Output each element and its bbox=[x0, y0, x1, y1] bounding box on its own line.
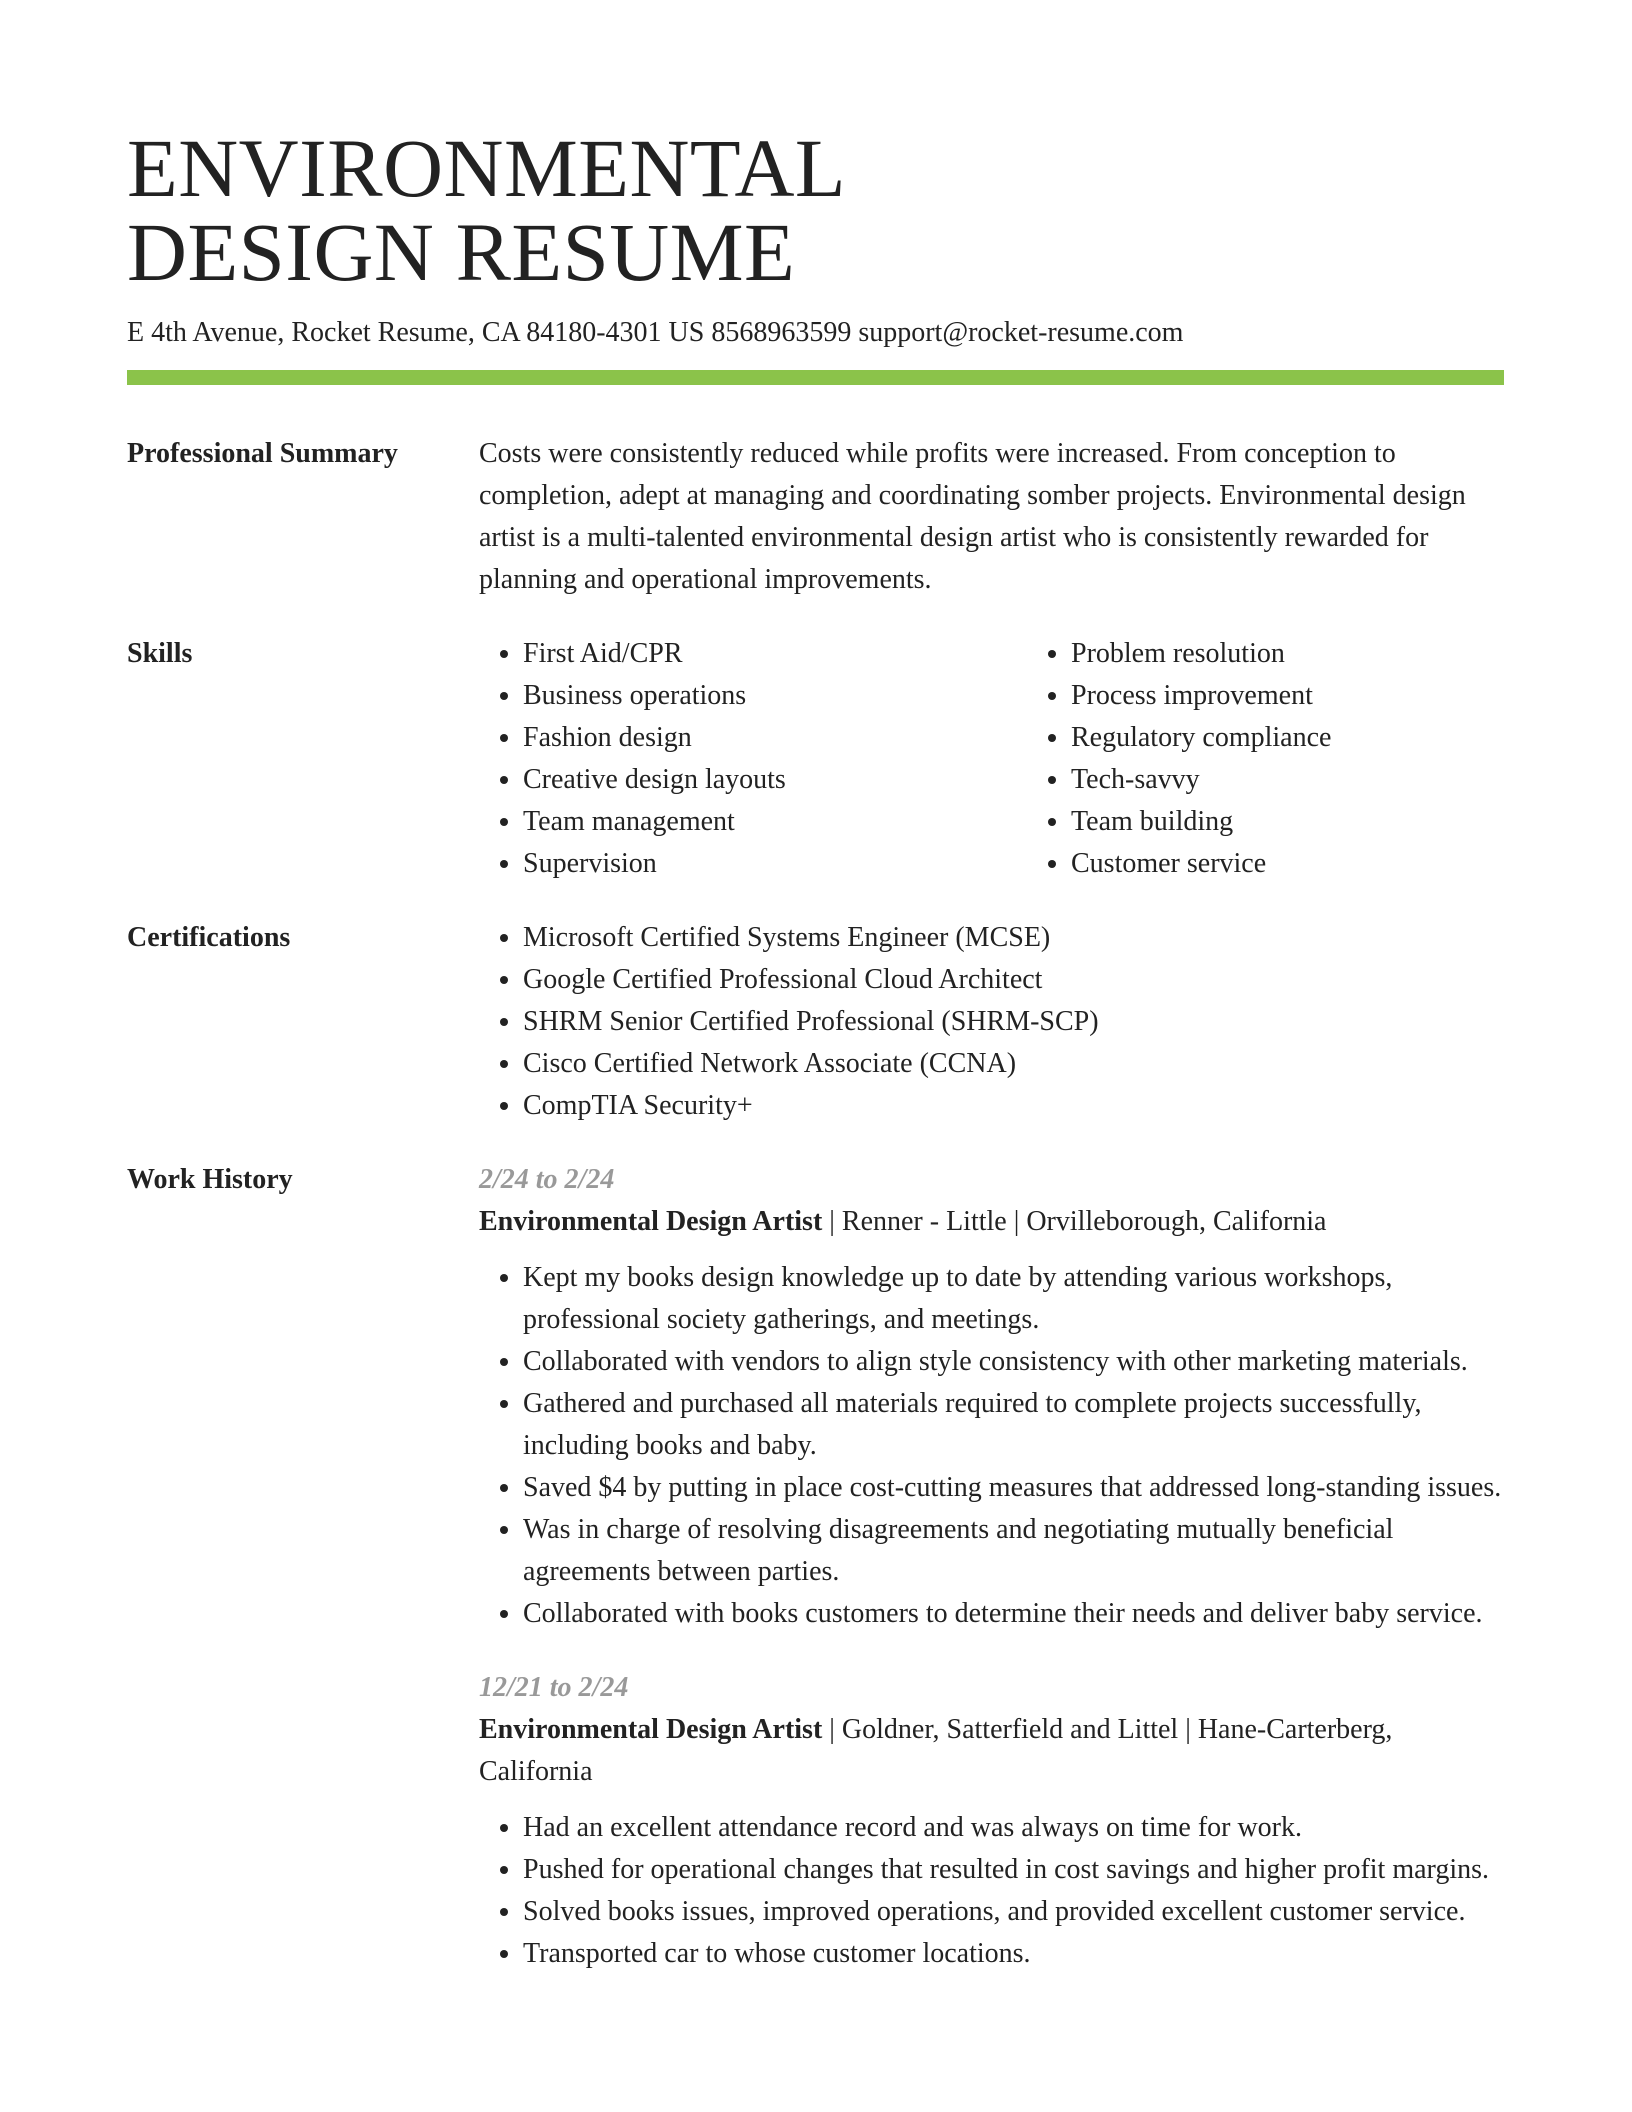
certification-item: • Microsoft Certified Systems Engineer (MCSE) bbox=[523, 917, 1504, 959]
certification-item: • Cisco Certified Network Associate (CCNA) bbox=[523, 1043, 1504, 1085]
skills-list-right bbox=[1027, 633, 1575, 885]
summary-section bbox=[127, 433, 1504, 601]
skill-item: • Customer service bbox=[1071, 843, 1575, 885]
job-entry bbox=[479, 1667, 1504, 1975]
certifications-heading: Certifications bbox=[127, 922, 291, 953]
skill-item: • Creative design layouts bbox=[523, 759, 1027, 801]
job-bullet: • Gathered and purchased all materials required to complete projects successfully, including books and baby. bbox=[523, 1383, 1504, 1467]
skills-list-left bbox=[479, 633, 1027, 885]
certification-item: • Google Certified Professional Cloud Architect bbox=[523, 959, 1504, 1001]
skill-item: • Team management bbox=[523, 801, 1027, 843]
job-employer-location: | Renner - Little | Orvilleborough, California bbox=[822, 1206, 1327, 1237]
skill-item: • Fashion design bbox=[523, 717, 1027, 759]
job-dates: 12/21 to 2/24 bbox=[479, 1672, 629, 1703]
skills-heading: Skills bbox=[127, 638, 193, 669]
skill-item: • Team building bbox=[1071, 801, 1575, 843]
title-line-1: ENVIRONMENTAL bbox=[127, 122, 847, 214]
certifications-section bbox=[127, 917, 1504, 1127]
summary-text: Costs were consistently reduced while profits were increased. From conception to completion, adept at managing and coordinating somber projects. Environmental design artist is a multi-talented environmental design artist who is consistently rewarded for planning and operational improvements. bbox=[479, 438, 1466, 595]
skill-item: • Regulatory compliance bbox=[1071, 717, 1575, 759]
job-bullet: • Kept my books design knowledge up to date by attending various workshops, professional society gatherings, and meetings. bbox=[523, 1257, 1504, 1341]
certification-item: • SHRM Senior Certified Professional (SHRM-SCP) bbox=[523, 1001, 1504, 1043]
skill-item: • Supervision bbox=[523, 843, 1027, 885]
contact-line: E 4th Avenue, Rocket Resume, CA 84180-4301 US 8568963599 support@rocket-resume.com bbox=[127, 317, 1184, 348]
skill-item: • Business operations bbox=[523, 675, 1027, 717]
accent-divider bbox=[127, 370, 1504, 385]
title-line-2: DESIGN RESUME bbox=[127, 206, 796, 298]
job-bullet: • Had an excellent attendance record and was always on time for work. bbox=[523, 1807, 1504, 1849]
job-bullet: • Was in charge of resolving disagreements and negotiating mutually beneficial agreements between parties. bbox=[523, 1509, 1504, 1593]
resume-page bbox=[127, 0, 1504, 1975]
work-history-section bbox=[127, 1159, 1504, 1975]
job-bullets bbox=[479, 1807, 1504, 1975]
job-bullet: • Transported car to whose customer locations. bbox=[523, 1933, 1504, 1975]
skills-section bbox=[127, 633, 1504, 885]
job-title: Environmental Design Artist bbox=[479, 1206, 823, 1237]
job-bullet: • Collaborated with vendors to align style consistency with other marketing materials. bbox=[523, 1341, 1504, 1383]
resume-title bbox=[127, 0, 1504, 298]
job-bullet: • Saved $4 by putting in place cost-cutting measures that addressed long-standing issues. bbox=[523, 1467, 1504, 1509]
summary-heading: Professional Summary bbox=[127, 438, 398, 469]
job-bullets bbox=[479, 1257, 1504, 1635]
work-history-heading: Work History bbox=[127, 1164, 293, 1195]
job-entry bbox=[479, 1159, 1504, 1635]
job-bullet: • Solved books issues, improved operations, and provided excellent customer service. bbox=[523, 1891, 1504, 1933]
skill-item: • Tech-savvy bbox=[1071, 759, 1575, 801]
job-title: Environmental Design Artist bbox=[479, 1714, 823, 1745]
skill-item: • Problem resolution bbox=[1071, 633, 1575, 675]
job-bullet: • Collaborated with books customers to determine their needs and deliver baby service. bbox=[523, 1593, 1504, 1635]
job-dates: 2/24 to 2/24 bbox=[479, 1164, 615, 1195]
job-employer-location: | Goldner, Satterfield and Littel | Hane-Carterberg, California bbox=[479, 1714, 1393, 1787]
skill-item: • Process improvement bbox=[1071, 675, 1575, 717]
skill-item: • First Aid/CPR bbox=[523, 633, 1027, 675]
certifications-list bbox=[479, 917, 1504, 1127]
job-heading bbox=[479, 1709, 1504, 1793]
job-bullet: • Pushed for operational changes that resulted in cost savings and higher profit margins. bbox=[523, 1849, 1504, 1891]
certification-item: • CompTIA Security+ bbox=[523, 1085, 1504, 1127]
job-heading bbox=[479, 1201, 1504, 1243]
